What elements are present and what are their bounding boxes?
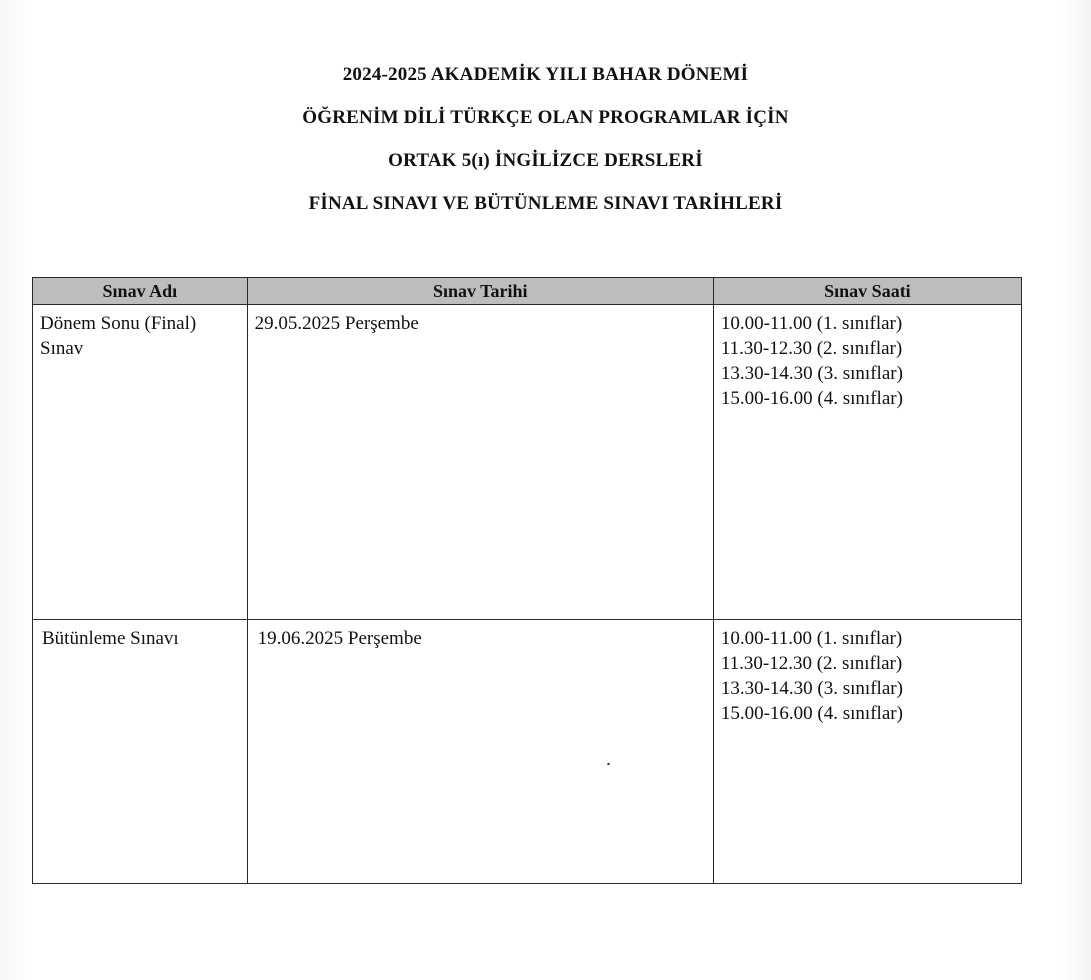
time-slot: 15.00-16.00 (4. sınıflar) <box>720 388 903 409</box>
exam-name-cell <box>33 620 248 884</box>
time-slot: 13.30-14.30 (3. sınıflar) <box>720 678 903 699</box>
time-slot: 10.00-11.00 (1. sınıflar) <box>720 628 903 649</box>
exam-date-cell: 19.06.2025 Perşembe <box>247 620 713 884</box>
exam-name-line: Sınav <box>40 338 84 359</box>
exam-date-cell: 29.05.2025 Perşembe <box>247 305 713 620</box>
time-slot: 15.00-16.00 (4. sınıflar) <box>720 703 903 724</box>
time-slot: 11.30-12.30 (2. sınıflar) <box>720 338 903 359</box>
table-row-final-exam <box>33 305 1022 620</box>
column-header-exam-date: Sınav Tarihi <box>247 278 713 305</box>
header-line-1: 2024-2025 AKADEMİK YILI BAHAR DÖNEMİ <box>342 64 749 85</box>
time-slot: 13.30-14.30 (3. sınıflar) <box>720 363 903 384</box>
column-header-exam-time: Sınav Saati <box>713 278 1021 305</box>
exam-name-cell <box>33 305 248 620</box>
time-slot: 10.00-11.00 (1. sınıflar) <box>720 313 903 334</box>
header-line-3: ORTAK 5(ı) İNGİLİZCE DERSLERİ <box>388 150 703 171</box>
column-header-exam-name: Sınav Adı <box>33 278 248 305</box>
header-line-2: ÖĞRENİM DİLİ TÜRKÇE OLAN PROGRAMLAR İÇİN <box>302 107 789 128</box>
table-header-row <box>33 278 1022 305</box>
header-line-4: FİNAL SINAVI VE BÜTÜNLEME SINAVI TARİHLERİ <box>308 193 783 214</box>
exam-time-cell <box>713 620 1021 884</box>
exam-name-line: Bütünleme Sınavı <box>42 628 179 649</box>
exam-time-cell <box>713 305 1021 620</box>
document-header <box>0 60 1091 232</box>
table-row-makeup-exam <box>33 620 1022 884</box>
exam-name-line: Dönem Sonu (Final) <box>40 313 197 334</box>
exam-schedule-table <box>32 277 1022 884</box>
time-slot: 11.30-12.30 (2. sınıflar) <box>720 653 903 674</box>
